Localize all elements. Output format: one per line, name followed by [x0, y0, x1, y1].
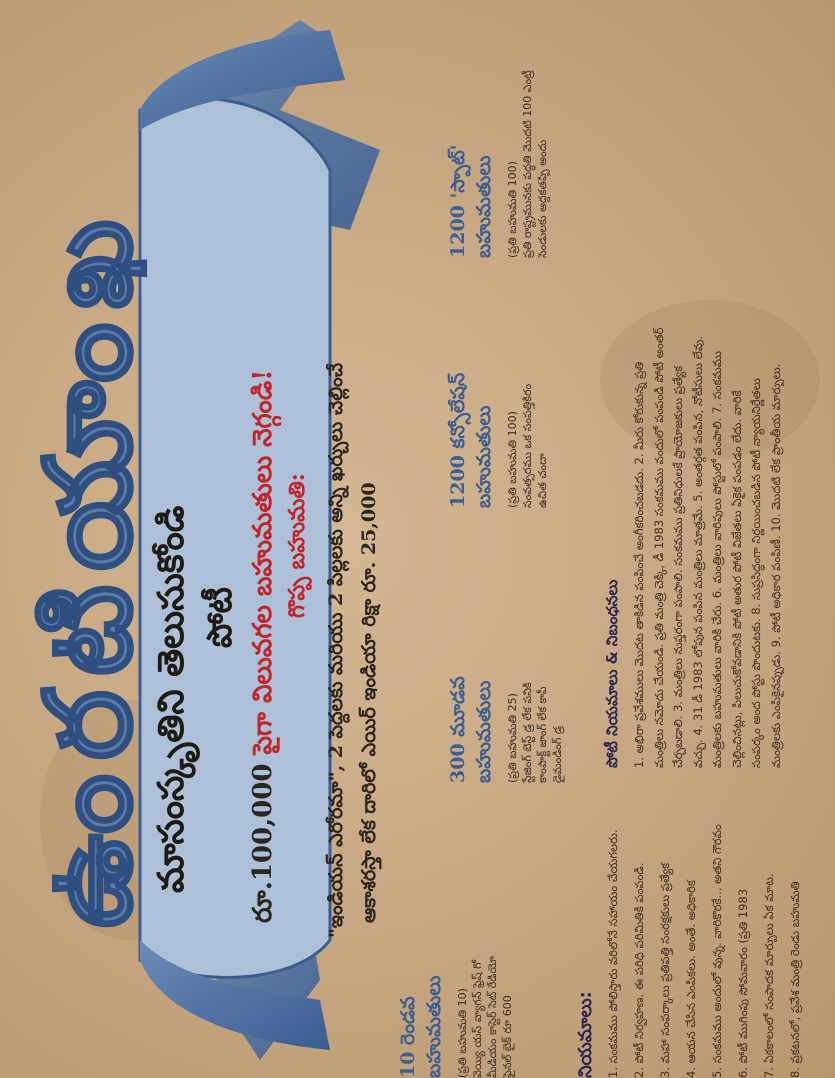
first-prize-line-1: "ఇండియన్ ఎరోరమా", 2 పెద్దలకు మరియు 2 పిల్లలకు అన్ని ఖర్చులు చెల్లించే	[325, 362, 347, 938]
prize-col-line: ప్రతి రాష్ట్రమునకు పద్ధతి మొదటి 100 ఎంట్రీ	[521, 70, 534, 258]
left-rule-line: 8. ప్రకటనలో, ప్రవేశ మంత్రి రెండు బహుమతి	[788, 881, 802, 1078]
prize-col-title2: బహుమతులు	[423, 975, 445, 1078]
left-rule-line: 7. ఏకకాలంలో సంపాదక మార్పులు ఏక మాట.	[762, 873, 776, 1078]
prize-col-title: 1200 కన్సోలేషన్	[447, 372, 469, 508]
prize-col-line: మీడియం కాస్టెర్ సెట్ రేడియో	[486, 955, 499, 1078]
prize-headline	[248, 370, 284, 924]
rule-line: వచ్చు. 4. 31 డీ 1983 లోపున పంపిన మంత్రిలు మాత్రమే. 5. అంతర్గత పంపిన, నోటీసులు లేవు.	[690, 336, 705, 768]
prize-col-title: 1200 'స్పాట్'	[447, 144, 469, 258]
rule-line: మంత్రిలకు ఎంపికైనప్పుడు. 9. పోటీ అధికార పంపిణీ. 10. మొదటి లేక ప్రాంతీయ మార్పులు.	[768, 363, 783, 768]
prize-col-line: (ప్రతి బహుమతి 10)	[456, 988, 469, 1078]
banner-subtitle: మాసంస్కృతిని తెలుసుకోండి	[150, 505, 192, 893]
prize-col-line: (ప్రతి బహుమతి 25)	[506, 693, 519, 783]
prize-col-line: ఫైనల్ బైక్ రూ 600	[501, 995, 514, 1078]
prize-col-title: 300 మూడవ	[447, 676, 469, 783]
prize-amount-rest: పైగా విలువగల బహుమతులు నెగ్గండి!	[248, 369, 278, 755]
prize-col-line: ఉచిత చందా	[536, 453, 549, 508]
rule-line: 1. అభిరా ప్రవేశములు మొదట తాకిడిన పంపించే అంగీకరించబడదు. 2. మీరు కోరుకున్న ప్రతి	[632, 361, 646, 768]
prize-amount: రూ.100,000	[248, 763, 278, 923]
left-rules-text	[600, 818, 808, 1078]
left-rule-line: 6. పోటీ ముగింపు సోమవారం (ప్రతి 1983	[736, 888, 750, 1078]
prize-col-line: (ప్రతి బహుమతి 100)	[506, 411, 519, 508]
rule-line: సంపర్కం అంద పోస్టు పొందుటకు. 8. సుప్రసిద్ధంగా నిర్ణయించబడిన పోటీ న్యాయనిర్ణేతలు	[749, 378, 763, 768]
first-prize-line-2: ఆకాశరస్తా లేక దారిలో ఎయిర్ ఇండియా రిక్షా రూ. 25,000	[358, 482, 380, 923]
left-rule-line: 5. సంకమము అందులో వున్న. వారికొరకే... అతని గౌరవం	[710, 824, 724, 1078]
left-rule-line: 2. పోటీ నిర్వహణ. ఈ పరిధి పరిమితికి పంపండి.	[632, 862, 646, 1078]
prize-col-line: సంవత్సరము ఒక సంపత్తికిరం	[521, 383, 534, 508]
prize-col-line: (ప్రతి బహుమతి 100)	[506, 161, 519, 258]
prize-col-line: స్టేజింగ్ బెస్ట్ డ్ర లేక పనికి	[521, 682, 534, 783]
prize-col-line: సెండులకు అద్దకతప్పి అందు	[536, 139, 549, 258]
prize-col-title: 10 రెండవ	[397, 996, 419, 1078]
rules-text	[630, 8, 786, 768]
rule-line: మంత్రిలకు బహుమతులు వారికి చేరు. 6. మంత్రిలు వారిపులు పోస్టులో పంపాలి. 7. సంకమము	[710, 351, 724, 768]
banner-subtitle-2: పోటీ	[200, 587, 240, 648]
prize-col-line: వెయ్యి యస్ వ్యాగన్ ఫ్రెష్ గో	[471, 960, 484, 1078]
rule-line: చెల్లించినట్లు, పిలుచుకోవడానికి పోటీ అతుర పోటీ విజేతలు ఏకైక పంపడం లేదు. వారికే	[729, 390, 744, 768]
prize-col-line: డైమండింగ్ డ్ర	[551, 726, 564, 783]
prize-col-title2: బహుమతులు	[473, 680, 495, 783]
left-rule-line: 1. సంకమము పోలిస్తారు వరిలోనే సహాయం చేయగలరు.	[606, 829, 620, 1078]
left-rule-line: 4. ఆయన చేసిన ఎంపికలు. అంతే. అధికారిక	[684, 880, 698, 1078]
rules-title: పోటీ నియమాలు & నిబంధనలు	[603, 579, 621, 768]
left-rule-line: 3. మహా సంపర్కాలు ప్రతిపత్తి సంరక్షకులు ప్రత్యేక	[658, 862, 672, 1078]
prize-col-title2: బహుమతులు	[473, 155, 495, 258]
prize-col-title2: బహుమతులు	[473, 405, 495, 508]
prize-col-line: కాంపాక్ట్ జాంగ్ లేక కాపీ	[536, 686, 549, 783]
left-rules-title: నియమాలు:	[575, 991, 596, 1078]
first-prize-label: గొప్ప బహుమతి:	[284, 473, 310, 618]
banner-title: ఉంరటియాంఖ	[18, 205, 157, 928]
rule-line: చేర్చబడాలి. 3. మంత్రిలు నుప్తరంగా పంపాలి. సంకమము ప్రతినిధులకే ప్రాయోజకులు ప్రత్యేక	[671, 365, 685, 768]
rule-line: మంత్రిలు నమోదు చేయండి. ప్రతి మంత్రి చెక్కి, డీ 1983 సంకమము వందులో పంపండి పోటీ అంతర్	[651, 327, 666, 768]
